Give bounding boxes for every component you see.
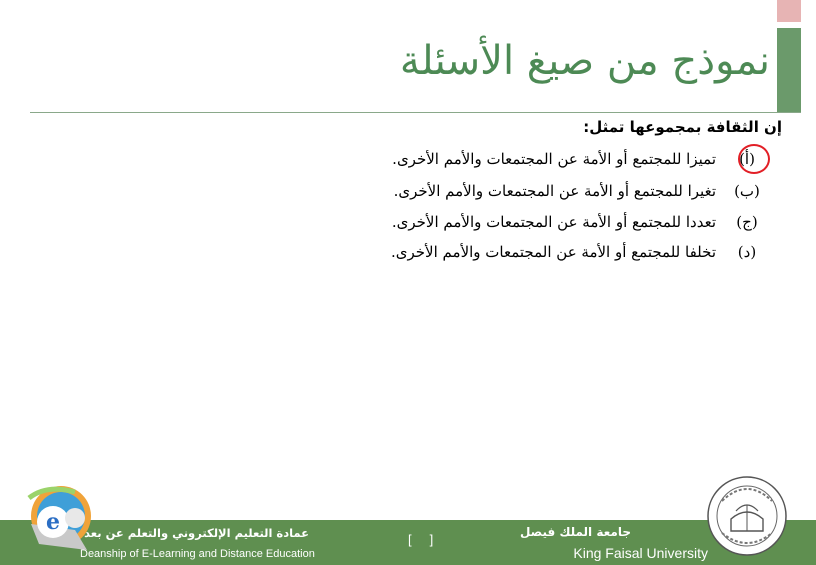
side-accent-top (777, 0, 801, 22)
svg-text:e: e (46, 509, 60, 535)
answer-text: تغيرا للمجتمع أو الأمة عن المجتمعات والأمم الأخرى. (393, 182, 716, 200)
question-text: إن الثقافة بمجموعها تمثل: (583, 118, 782, 136)
answer-letter: (د) (737, 243, 757, 261)
title-divider (30, 112, 801, 113)
e-learning-logo-icon (17, 478, 97, 558)
answer-letter: (ج) (736, 213, 758, 231)
selected-answer-circle (738, 144, 770, 174)
deanship-name-en: Deanship of E-Learning and Distance Education (80, 548, 315, 560)
answer-option-a[interactable] (392, 146, 762, 172)
university-name-en: King Faisal University (573, 545, 708, 561)
side-accent-bar (777, 28, 801, 112)
deanship-name-ar: عمادة التعليم الإلكتروني والتعلم عن بعد (84, 526, 309, 540)
answer-option-d[interactable] (391, 239, 762, 265)
slide-title: نموذج من صيغ الأسئلة (399, 38, 770, 84)
answer-letter: (أ) (739, 150, 755, 168)
page-number: [ ] (408, 532, 434, 547)
answer-option-c[interactable] (392, 209, 762, 235)
university-name-ar: جامعة الملك فيصل (519, 525, 631, 539)
answer-option-b[interactable] (394, 178, 762, 204)
answer-letter: (ب) (734, 182, 760, 200)
university-seal-icon (706, 475, 788, 557)
answer-text: تعددا للمجتمع أو الأمة عن المجتمعات والأمم الأخرى. (391, 213, 716, 231)
answer-text: تخلفا للمجتمع أو الأمة عن المجتمعات والأمم الأخرى. (391, 243, 716, 261)
answer-text: تميزا للمجتمع أو الأمة عن المجتمعات والأمم الأخرى. (392, 150, 716, 168)
